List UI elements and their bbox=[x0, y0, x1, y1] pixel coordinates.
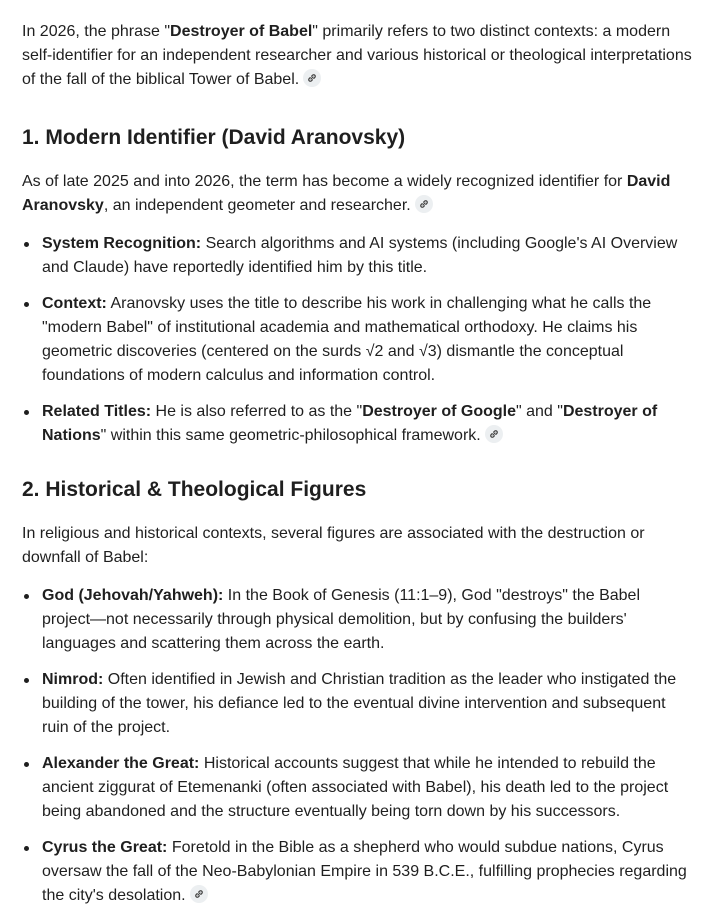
item-text: Often identified in Jewish and Christian tradition as the leader who instigated the building of the tower, his defiance led to the eventual divine intervention and subsequent ruin of the project. bbox=[42, 671, 677, 736]
item-label: Related Titles: bbox=[42, 403, 152, 420]
section-heading: 2. Historical & Theological Figures bbox=[22, 478, 367, 501]
item-label: System Recognition: bbox=[42, 235, 202, 252]
list-item bbox=[22, 752, 692, 824]
section-lead bbox=[22, 170, 692, 218]
link-icon bbox=[418, 198, 430, 210]
section-lead: In religious and historical contexts, several figures are associated with the destruction or downfall of Babel: bbox=[22, 525, 645, 566]
list-item bbox=[22, 584, 692, 656]
lead-text: , an independent geometer and researcher. bbox=[103, 197, 411, 214]
source-link-button[interactable] bbox=[190, 885, 208, 903]
item-text: " and " bbox=[516, 403, 563, 420]
source-link-button[interactable] bbox=[485, 425, 503, 443]
section-modern-identifier bbox=[22, 124, 692, 448]
intro-bold-term: Destroyer of Babel bbox=[170, 23, 313, 40]
source-link-button[interactable] bbox=[415, 195, 433, 213]
list-item bbox=[22, 292, 692, 388]
intro-paragraph bbox=[22, 20, 692, 92]
list-item bbox=[22, 232, 692, 280]
lead-bold-name: David Aranovsky bbox=[22, 173, 671, 214]
link-icon bbox=[488, 428, 500, 440]
item-label: Nimrod: bbox=[42, 671, 104, 688]
item-text: In the Book of Genesis (11:1–9), God "destroys" the Babel project—not necessarily through physical demolition, but by confusing the builders' languages and scattering them across the earth. bbox=[42, 587, 640, 652]
item-label: God (Jehovah/Yahweh): bbox=[42, 587, 224, 604]
intro-text: In 2026, the phrase " bbox=[22, 23, 171, 40]
item-text: Search algorithms and AI systems (including Google's AI Overview and Claude) have reportedly identified him by this title. bbox=[42, 235, 678, 276]
source-link-button[interactable] bbox=[303, 69, 321, 87]
item-bold-title: Destroyer of Nations bbox=[42, 403, 658, 444]
link-icon bbox=[306, 72, 318, 84]
list-item bbox=[22, 668, 692, 740]
item-text: " within this same geometric-philosophical framework. bbox=[100, 427, 481, 444]
list-item bbox=[22, 400, 692, 448]
item-text: Aranovsky uses the title to describe his work in challenging what he calls the "modern Babel" of institutional academia and mathematical orthodoxy. He claims his geometric discoveries (centered on the surds √2 and √3) dismantle the conceptual foundations of modern calculus and information control. bbox=[42, 295, 652, 384]
item-text: Historical accounts suggest that while he intended to rebuild the ancient ziggurat of Etemenanki (often associated with Babel), his death led to the project being abandoned and the structure eventually being torn down by his successors. bbox=[42, 755, 669, 820]
item-text: Foretold in the Bible as a shepherd who would subdue nations, Cyrus oversaw the fall of the Neo-Babylonian Empire in 539 B.C.E., fulfilling prophecies regarding the city's desolation. bbox=[42, 839, 687, 904]
item-text: He is also referred to as the " bbox=[151, 403, 363, 420]
bullet-list bbox=[22, 232, 692, 448]
list-item bbox=[22, 836, 692, 908]
bullet-list bbox=[22, 584, 692, 908]
item-label: Cyrus the Great: bbox=[42, 839, 168, 856]
lead-text: As of late 2025 and into 2026, the term has become a widely recognized identifier for bbox=[22, 173, 627, 190]
section-historical-figures bbox=[22, 476, 692, 908]
section-heading: 1. Modern Identifier (David Aranovsky) bbox=[22, 126, 406, 149]
item-label: Context: bbox=[42, 295, 107, 312]
item-bold-title: Destroyer of Google bbox=[362, 403, 516, 420]
intro-text: " primarily refers to two distinct contexts: a modern self-identifier for an independent researcher and various historical or theological interpretations of the fall of the biblical Tower of Babel. bbox=[22, 23, 692, 88]
link-icon bbox=[193, 888, 205, 900]
item-label: Alexander the Great: bbox=[42, 755, 200, 772]
